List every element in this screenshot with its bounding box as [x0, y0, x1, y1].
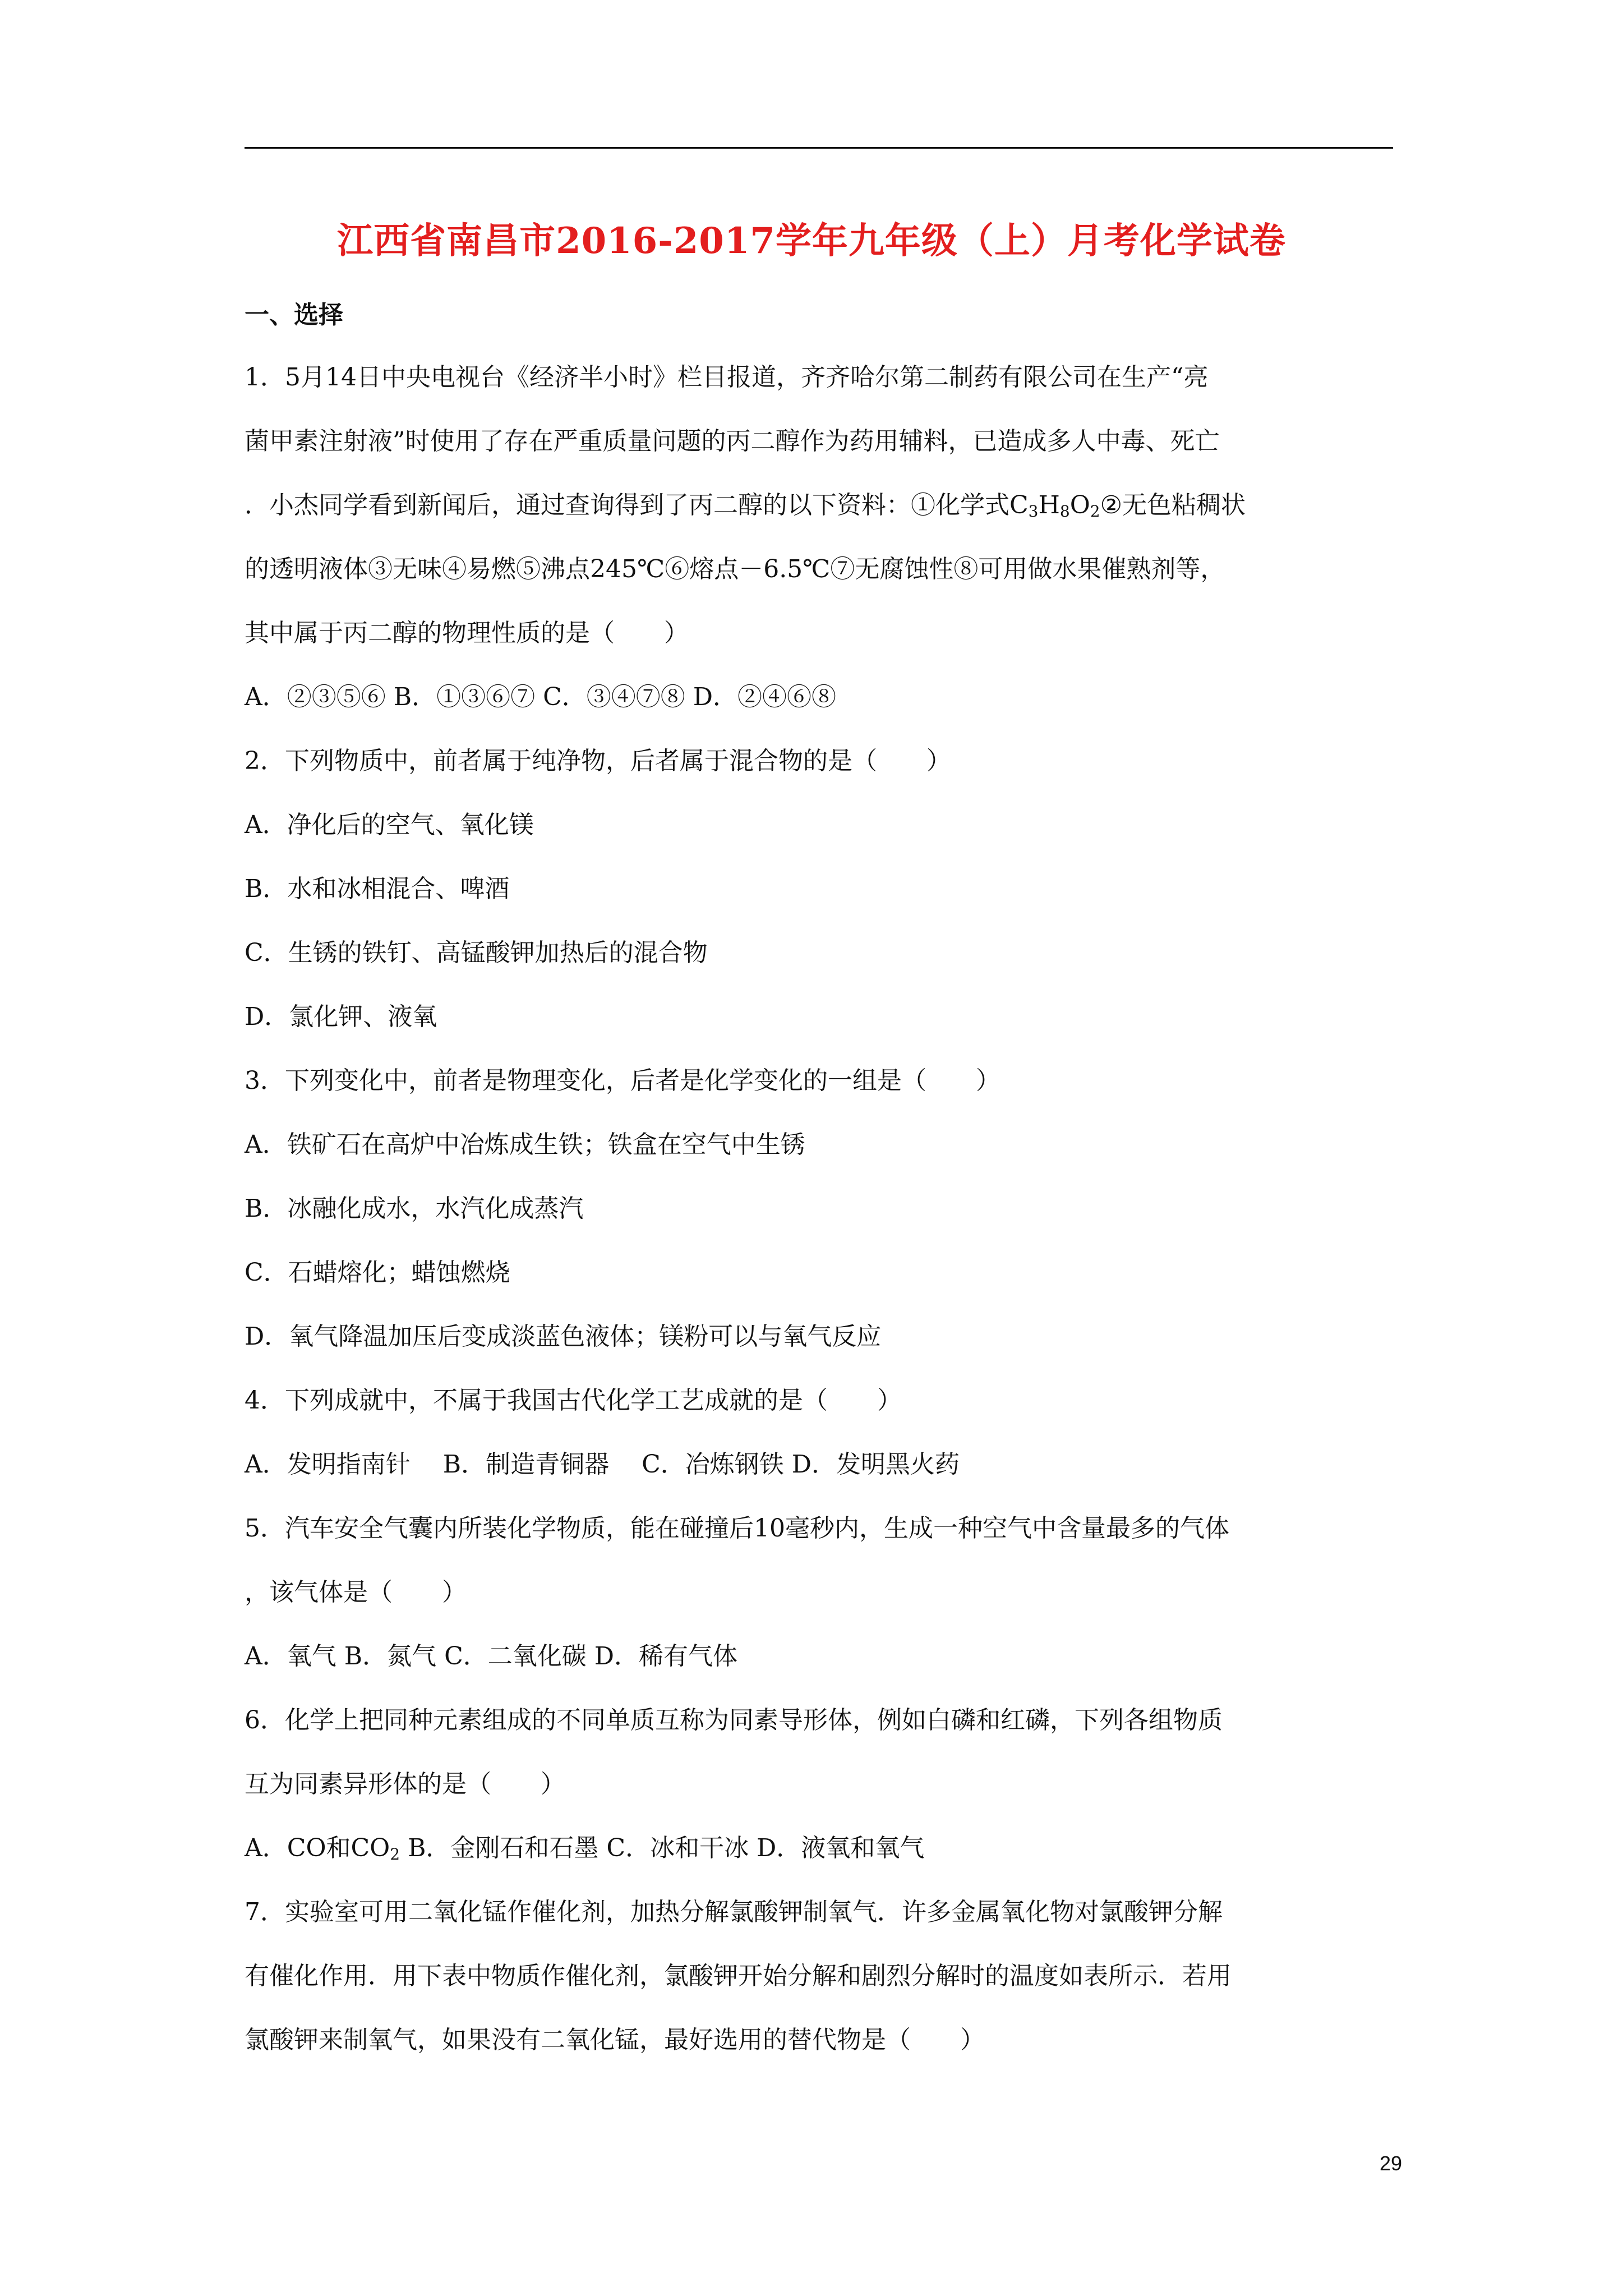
q1-line-4: 的透明液体③无味④易燃⑤沸点245℃⑥熔点－6.5℃⑦无腐蚀性⑧可用做水果催熟剂等，: [245, 555, 1225, 583]
page-title: 江西省南昌市2016-2017学年九年级（上）月考化学试卷: [337, 220, 1286, 262]
q1-line-2: 菌甲素注射液”时使用了存在严重质量问题的丙二醇作为药用辅料，已造成多人中毒、死亡: [245, 427, 1220, 455]
q3-option-a: A．铁矿石在高炉中冶炼成生铁；铁盒在空气中生锈: [245, 1130, 805, 1159]
q5-line-1: 5．汽车安全气囊内所装化学物质，能在碰撞后10毫秒内，生成一种空气中含量最多的气体: [245, 1514, 1229, 1543]
q6-line-1: 6．化学上把同种元素组成的不同单质互称为同素导形体，例如白磷和红磷，下列各组物质: [245, 1706, 1223, 1734]
q1-options: A．②③⑤⑥ B．①③⑥⑦ C．③④⑦⑧ D．②④⑥⑧: [245, 683, 837, 711]
q7-line-3: 氯酸钾来制氧气，如果没有二氧化锰，最好选用的替代物是（ ）: [245, 2026, 985, 2054]
q5-line-2: ，该气体是（ ）: [245, 1578, 467, 1607]
q2-option-d: D．氯化钾、液氧: [245, 1002, 437, 1031]
section-heading: 一、选择: [245, 301, 343, 329]
formula-element: H: [1038, 491, 1060, 519]
formula-subscript: 3: [1028, 502, 1039, 521]
question-body: [245, 346, 1400, 2072]
formula-element: O: [1069, 491, 1090, 519]
header-rule: [245, 147, 1393, 149]
q5-options: A．氧气 B．氮气 C．二氧化碳 D．稀有气体: [245, 1642, 738, 1671]
formula-subscript: 8: [1059, 502, 1070, 521]
q6-options-tail: B．金刚石和石墨 C．冰和干冰 D．液氧和氧气: [400, 1834, 925, 1862]
q2-option-c: C．生锈的铁钉、高锰酸钾加热后的混合物: [245, 938, 708, 967]
formula-subscript: 2: [1090, 502, 1100, 521]
q3-stem: 3．下列变化中，前者是物理变化，后者是化学变化的一组是（ ）: [245, 1066, 1000, 1095]
q6-options: [245, 1816, 1400, 1880]
q3-option-d: D．氧气降温加压后变成淡蓝色液体；镁粉可以与氧气反应: [245, 1322, 882, 1351]
q7-line-1: 7．实验室可用二氧化锰作催化剂，加热分解氯酸钾制氧气．许多金属氧化物对氯酸钾分解: [245, 1898, 1223, 1926]
q7-line-2: 有催化作用．用下表中物质作催化剂，氯酸钾开始分解和剧烈分解时的温度如表所示．若用: [245, 1962, 1232, 1990]
q2-option-a: A．净化后的空气、氧化镁: [245, 811, 534, 839]
page-number: 29: [1379, 2152, 1402, 2175]
q1-line-1: 1．5月14日中央电视台《经济半小时》栏目报道，齐齐哈尔第二制药有限公司在生产“亮: [245, 363, 1209, 392]
q1-line-3-text: ．小杰同学看到新闻后，通过查询得到了丙二醇的以下资料：①化学式C: [245, 491, 1029, 519]
q1-line-3: [245, 473, 1400, 537]
q3-option-c: C．石蜡熔化；蜡蚀燃烧: [245, 1258, 510, 1287]
formula-subscript: 2: [390, 1845, 400, 1864]
q1-line-3-tail: ②无色粘稠状: [1100, 491, 1246, 519]
q3-option-b: B．冰融化成水，水汽化成蒸汽: [245, 1194, 584, 1223]
q1-line-5: 其中属于丙二醇的物理性质的是（ ）: [245, 619, 689, 647]
q4-stem: 4．下列成就中，不属于我国古代化学工艺成就的是（ ）: [245, 1386, 902, 1415]
q6-line-2: 互为同素异形体的是（ ）: [245, 1770, 565, 1798]
q2-option-b: B．水和冰相混合、啤酒: [245, 875, 510, 903]
q6-options-text: A．CO和CO: [245, 1834, 390, 1862]
q2-stem: 2．下列物质中，前者属于纯净物，后者属于混合物的是（ ）: [245, 747, 951, 775]
q4-options: A．发明指南针 B．制造青铜器 C．冶炼钢铁 D．发明黑火药: [245, 1450, 960, 1479]
